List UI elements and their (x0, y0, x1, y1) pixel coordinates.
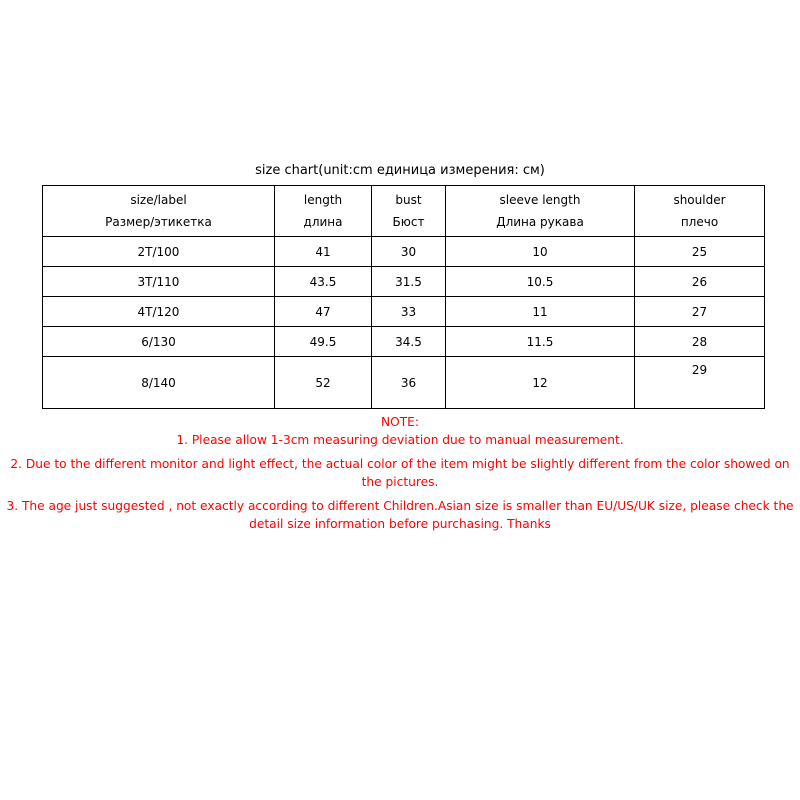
cell-shoulder: 26 (635, 267, 765, 297)
header-ru: длина (303, 215, 343, 229)
cell-size: 6/130 (43, 327, 275, 357)
size-table (42, 185, 765, 409)
header-en: length (303, 193, 343, 207)
table-row (43, 297, 765, 327)
cell-size: 8/140 (43, 357, 275, 409)
header-ru: Длина рукава (496, 215, 584, 229)
cell-sleeve-length: 11 (446, 297, 635, 327)
header-ru: Бюст (392, 215, 425, 229)
table-header-row (43, 186, 765, 237)
header-bust (372, 186, 446, 237)
table-row (43, 357, 765, 409)
note-item: 3. The age just suggested , not exactly according to different Children.Asian size is smaller than EU/US/UK size, please check the detail size information before purchasing. Thanks (6, 499, 794, 531)
header-en: bust (395, 193, 422, 207)
cell-length: 41 (275, 237, 372, 267)
header-size-label (43, 186, 275, 237)
cell-bust: 34.5 (372, 327, 446, 357)
header-shoulder (635, 186, 765, 237)
cell-sleeve-length: 10.5 (446, 267, 635, 297)
cell-bust: 30 (372, 237, 446, 267)
table-row (43, 267, 765, 297)
cell-length: 43.5 (275, 267, 372, 297)
header-ru: плечо (680, 215, 719, 229)
header-en: shoulder (673, 193, 726, 207)
cell-size: 3T/110 (43, 267, 275, 297)
cell-sleeve-length: 10 (446, 237, 635, 267)
cell-bust: 31.5 (372, 267, 446, 297)
cell-size: 2T/100 (43, 237, 275, 267)
note-item: 2. Due to the different monitor and light effect, the actual color of the item might be slightly different from the color showed on the pictures. (10, 457, 790, 489)
cell-shoulder: 25 (635, 237, 765, 267)
header-ru: Размер/этикетка (105, 215, 212, 229)
cell-sleeve-length: 12 (446, 357, 635, 409)
table-row (43, 327, 765, 357)
size-chart-title: size chart(unit:cm единица измерения: см) (255, 163, 545, 178)
header-length (275, 186, 372, 237)
cell-shoulder: 28 (635, 327, 765, 357)
cell-size: 4T/120 (43, 297, 275, 327)
note-item: 1. Please allow 1-3cm measuring deviation due to manual measurement. (176, 433, 624, 447)
note-heading: NOTE: (381, 415, 419, 429)
notes-section (0, 413, 800, 539)
table-row (43, 237, 765, 267)
cell-bust: 33 (372, 297, 446, 327)
header-en: size/label (130, 193, 187, 207)
header-en: sleeve length (499, 193, 581, 207)
cell-length: 52 (275, 357, 372, 409)
cell-sleeve-length: 11.5 (446, 327, 635, 357)
cell-length: 47 (275, 297, 372, 327)
cell-bust: 36 (372, 357, 446, 409)
cell-shoulder: 29 (635, 357, 765, 409)
cell-shoulder: 27 (635, 297, 765, 327)
header-sleeve-length (446, 186, 635, 237)
cell-length: 49.5 (275, 327, 372, 357)
